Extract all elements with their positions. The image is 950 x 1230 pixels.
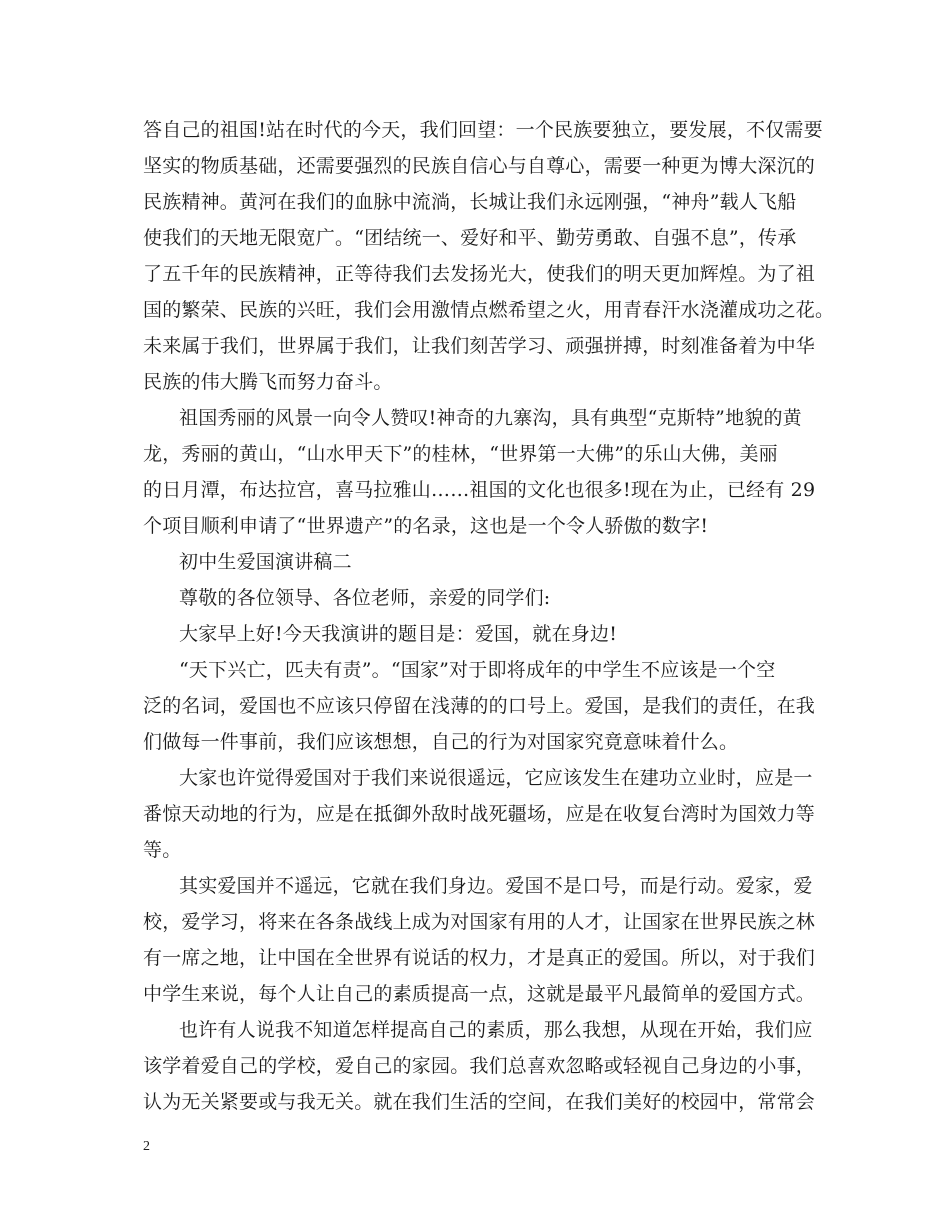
text-line: 答自己的祖国!站在时代的今天，我们回望：一个民族要独立，要发展，不仅需要	[143, 119, 823, 141]
text-line: 了五千年的民族精神，正等待我们去发扬光大，使我们的明天更加辉煌。为了祖	[143, 263, 816, 285]
page-number: 2	[143, 1139, 150, 1154]
text-line: 校，爱学习，将来在各条战线上成为对国家有用的人才，让国家在世界民族之林	[143, 911, 816, 933]
text-line: 该学着爱自己的学校，爱自己的家园。我们总喜欢忽略或轻视自己身边的小事，	[143, 1055, 816, 1077]
text-line: 的日月潭，布达拉宫，喜马拉雅山……祖国的文化也很多!现在为止，已经有 29	[143, 479, 816, 501]
text-line: 龙，秀丽的黄山，“山水甲天下”的桂林，“世界第一大佛”的乐山大佛，美丽	[143, 443, 778, 465]
text-line: 大家早上好!今天我演讲的题目是：爱国，就在身边!	[179, 623, 618, 645]
text-line: 有一席之地，让中国在全世界有说话的权力，才是真正的爱国。所以，对于我们	[143, 947, 816, 969]
text-line: 个项目顺利申请了“世界遗产”的名录，这也是一个令人骄傲的数字!	[143, 515, 709, 537]
salutation: 尊敬的各位领导、各位老师，亲爱的同学们:	[179, 587, 551, 609]
text-line: 国的繁荣、民族的兴旺，我们会用激情点燃希望之火，用青春汗水浇灌成功之花。	[143, 299, 835, 321]
text-line: “天下兴亡，匹夫有责”。“国家”对于即将成年的中学生不应该是一个空	[179, 659, 776, 681]
text-line: 使我们的天地无限宽广。“团结统一、爱好和平、勤劳勇敢、自强不息”，传承	[143, 227, 797, 249]
text-line: 坚实的物质基础，还需要强烈的民族自信心与自尊心，需要一种更为博大深沉的	[143, 155, 816, 177]
text-line: 民族精神。黄河在我们的血脉中流淌，长城让我们永远刚强，“神舟”载人飞船	[143, 191, 797, 213]
text-line: 认为无关紧要或与我无关。就在我们生活的空间，在我们美好的校园中，常常会	[143, 1091, 816, 1113]
text-line: 大家也许觉得爱国对于我们来说很遥远，它应该发生在建功立业时，应是一	[179, 767, 813, 789]
text-line: 未来属于我们，世界属于我们，让我们刻苦学习、顽强拼搏，时刻准备着为中华	[143, 335, 816, 357]
text-line: 泛的名词，爱国也不应该只停留在浅薄的的口号上。爱国，是我们的责任，在我	[143, 695, 816, 717]
text-line: 民族的伟大腾飞而努力奋斗。	[143, 371, 393, 393]
text-line: 们做每一件事前，我们应该想想，自己的行为对国家究竟意味着什么。	[143, 731, 739, 753]
text-line: 中学生来说，每个人让自己的素质提高一点，这就是最平凡最简单的爱国方式。	[143, 983, 816, 1005]
text-line: 祖国秀丽的风景一向令人赞叹!神奇的九寨沟，具有典型“克斯特”地貌的黄	[179, 407, 802, 429]
text-line: 番惊天动地的行为，应是在抵御外敌时战死疆场，应是在收复台湾时为国效力等	[143, 803, 816, 825]
text-line: 也许有人说我不知道怎样提高自己的素质，那么我想，从现在开始，我们应	[179, 1019, 813, 1041]
text-line: 等。	[143, 839, 182, 861]
text-line: 其实爱国并不遥远，它就在我们身边。爱国不是口号，而是行动。爱家，爱	[179, 875, 813, 897]
section-title: 初中生爱国演讲稿二	[179, 551, 352, 573]
